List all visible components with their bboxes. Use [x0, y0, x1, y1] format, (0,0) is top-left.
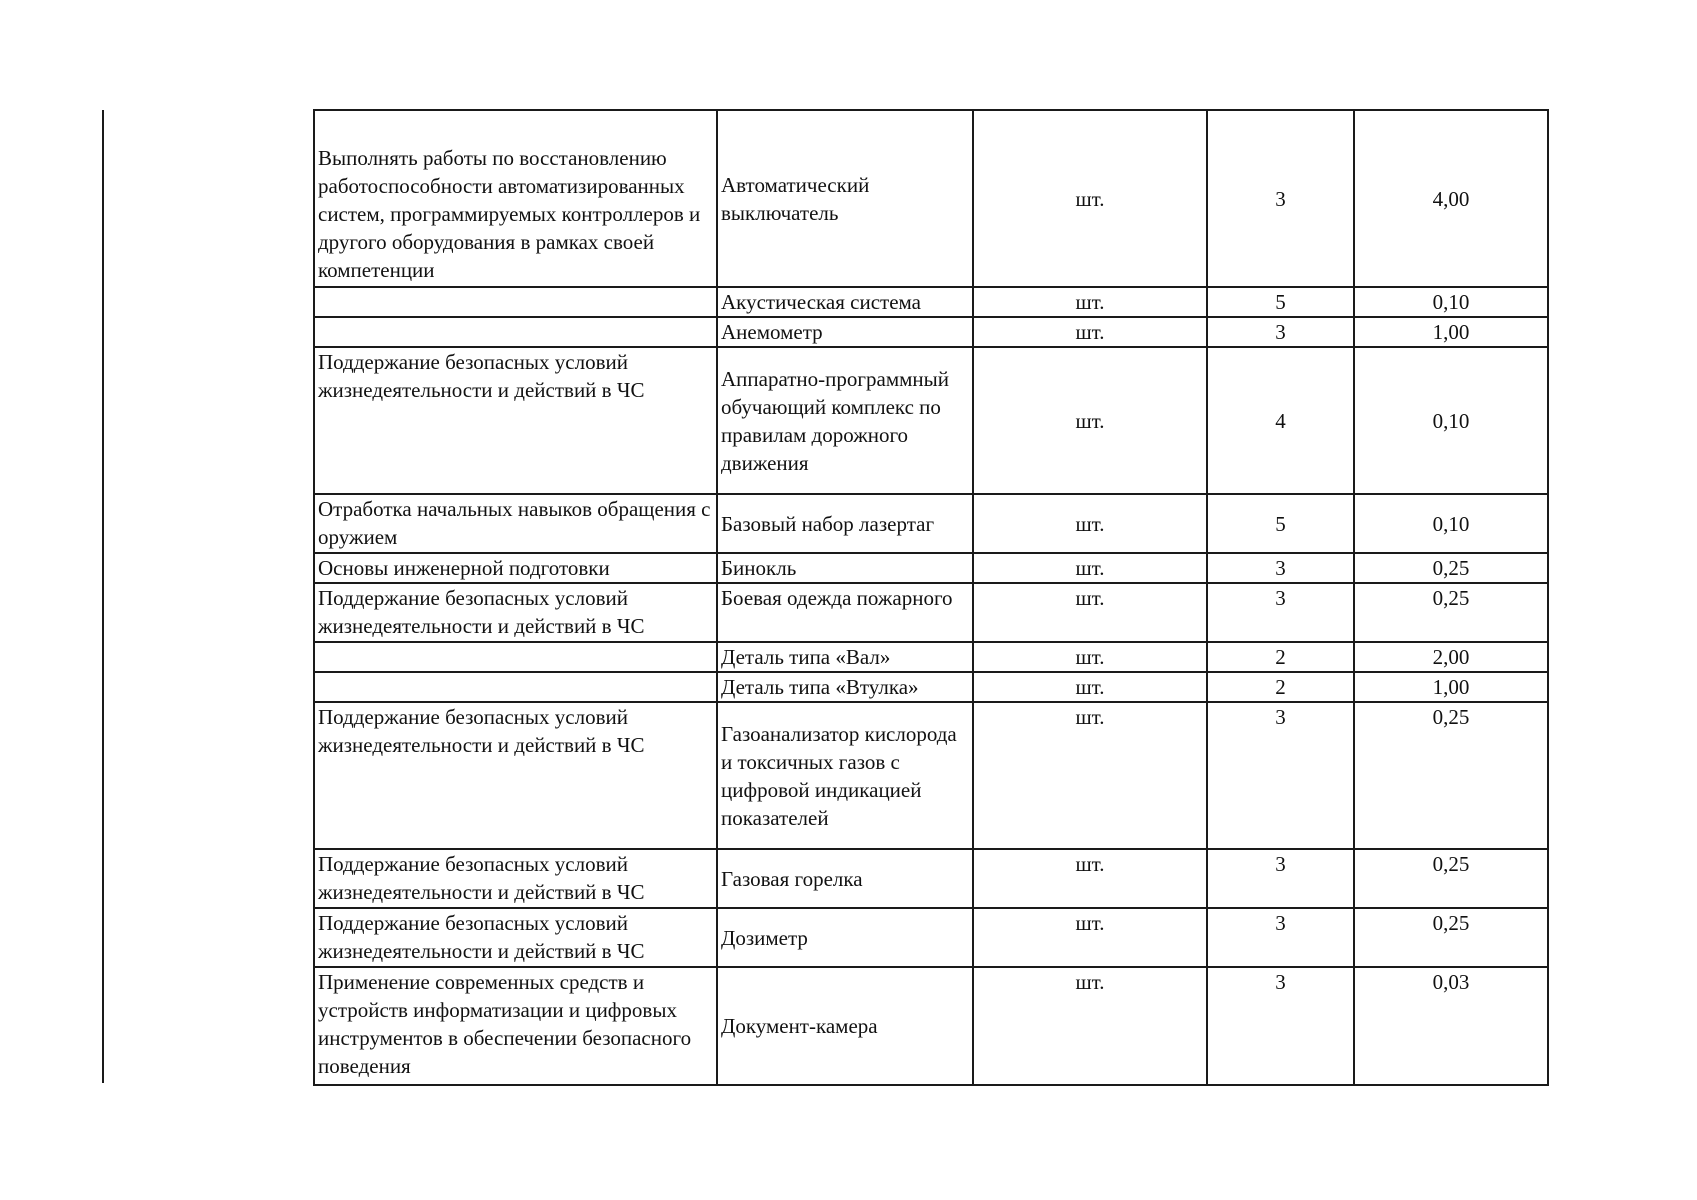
equipment-name-cell: Деталь типа «Втулка» — [717, 672, 973, 702]
quantity-cell: 3 — [1207, 583, 1354, 642]
value-cell: 0,10 — [1354, 494, 1548, 553]
quantity-cell: 3 — [1207, 702, 1354, 849]
equipment-name-cell: Бинокль — [717, 553, 973, 583]
unit-cell: шт. — [973, 347, 1207, 494]
equipment-name-cell: Газоанализатор кислорода и токсичных газов с цифровой индикацией показателей — [717, 702, 973, 849]
equipment-name-cell: Деталь типа «Вал» — [717, 642, 973, 672]
unit-cell: шт. — [973, 642, 1207, 672]
competency-cell — [314, 287, 717, 317]
page-margin-line — [102, 110, 104, 1083]
competency-cell: Выполнять работы по восстановлению работоспособности автоматизированных систем, программируемых контроллеров и другого оборудования в рамках своей компетенции — [314, 110, 717, 287]
competency-cell — [314, 317, 717, 347]
competency-cell: Применение современных средств и устройств информатизации и цифровых инструментов в обеспечении безопасного поведения — [314, 967, 717, 1085]
value-cell: 0,10 — [1354, 347, 1548, 494]
competency-cell: Поддержание безопасных условий жизнедеятельности и действий в ЧС — [314, 849, 717, 908]
equipment-name-cell: Дозиметр — [717, 908, 973, 967]
competency-cell: Поддержание безопасных условий жизнедеятельности и действий в ЧС — [314, 908, 717, 967]
unit-cell: шт. — [973, 849, 1207, 908]
value-cell: 1,00 — [1354, 672, 1548, 702]
value-cell: 1,00 — [1354, 317, 1548, 347]
quantity-cell: 2 — [1207, 672, 1354, 702]
table-row — [314, 553, 1548, 583]
unit-cell: шт. — [973, 317, 1207, 347]
table-row — [314, 317, 1548, 347]
table-row — [314, 967, 1548, 1085]
value-cell: 2,00 — [1354, 642, 1548, 672]
competency-cell — [314, 672, 717, 702]
value-cell: 0,25 — [1354, 702, 1548, 849]
competency-cell: Поддержание безопасных условий жизнедеятельности и действий в ЧС — [314, 347, 717, 494]
equipment-name-cell: Автоматический выключатель — [717, 110, 973, 287]
value-cell: 0,10 — [1354, 287, 1548, 317]
quantity-cell: 3 — [1207, 317, 1354, 347]
quantity-cell: 3 — [1207, 553, 1354, 583]
table-row — [314, 583, 1548, 642]
value-cell: 0,03 — [1354, 967, 1548, 1085]
quantity-cell: 3 — [1207, 967, 1354, 1085]
value-cell: 0,25 — [1354, 553, 1548, 583]
competency-cell — [314, 642, 717, 672]
value-cell: 0,25 — [1354, 849, 1548, 908]
competency-cell: Поддержание безопасных условий жизнедеятельности и действий в ЧС — [314, 583, 717, 642]
equipment-table-body — [314, 110, 1548, 1085]
table-row — [314, 110, 1548, 287]
table-row — [314, 347, 1548, 494]
unit-cell: шт. — [973, 702, 1207, 849]
value-cell: 4,00 — [1354, 110, 1548, 287]
unit-cell: шт. — [973, 553, 1207, 583]
table-row — [314, 702, 1548, 849]
unit-cell: шт. — [973, 287, 1207, 317]
equipment-name-cell: Базовый набор лазертаг — [717, 494, 973, 553]
value-cell: 0,25 — [1354, 583, 1548, 642]
quantity-cell: 2 — [1207, 642, 1354, 672]
quantity-cell: 5 — [1207, 287, 1354, 317]
quantity-cell: 3 — [1207, 110, 1354, 287]
table-row — [314, 849, 1548, 908]
unit-cell: шт. — [973, 672, 1207, 702]
value-cell: 0,25 — [1354, 908, 1548, 967]
unit-cell: шт. — [973, 967, 1207, 1085]
equipment-name-cell: Акустическая система — [717, 287, 973, 317]
unit-cell: шт. — [973, 908, 1207, 967]
competency-cell: Поддержание безопасных условий жизнедеятельности и действий в ЧС — [314, 702, 717, 849]
unit-cell: шт. — [973, 110, 1207, 287]
table-row — [314, 908, 1548, 967]
competency-cell: Основы инженерной подготовки — [314, 553, 717, 583]
quantity-cell: 4 — [1207, 347, 1354, 494]
equipment-name-cell: Документ-камера — [717, 967, 973, 1085]
table-row — [314, 287, 1548, 317]
table-row — [314, 494, 1548, 553]
quantity-cell: 3 — [1207, 908, 1354, 967]
equipment-name-cell: Газовая горелка — [717, 849, 973, 908]
equipment-name-cell: Боевая одежда пожарного — [717, 583, 973, 642]
unit-cell: шт. — [973, 494, 1207, 553]
equipment-table — [313, 109, 1549, 1086]
equipment-name-cell: Аппаратно-программный обучающий комплекс по правилам дорожного движения — [717, 347, 973, 494]
table-row — [314, 672, 1548, 702]
competency-cell: Отработка начальных навыков обращения с оружием — [314, 494, 717, 553]
quantity-cell: 3 — [1207, 849, 1354, 908]
quantity-cell: 5 — [1207, 494, 1354, 553]
unit-cell: шт. — [973, 583, 1207, 642]
equipment-name-cell: Анемометр — [717, 317, 973, 347]
table-row — [314, 642, 1548, 672]
